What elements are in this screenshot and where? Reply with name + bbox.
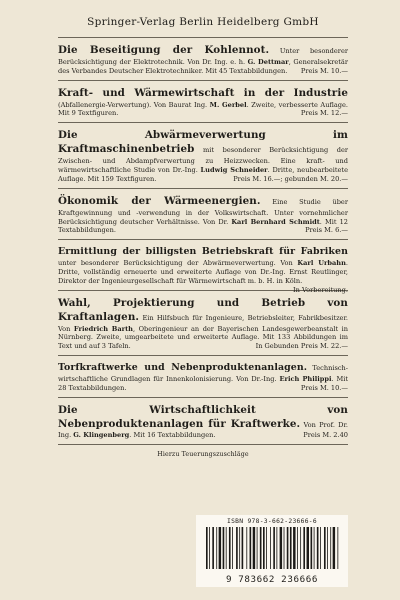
barcode-bar — [232, 527, 233, 569]
barcode-bar — [327, 527, 328, 569]
barcode-bar — [317, 527, 319, 569]
book-author: Ludwig Schneider — [200, 166, 268, 175]
barcode-panel — [196, 515, 348, 587]
surcharge-note: Hierzu Teuerungszuschläge — [157, 451, 249, 459]
barcode-bar — [253, 527, 255, 569]
entry-paragraph — [58, 362, 348, 392]
book-description: Technisch-wirtschaftliche Grundlagen für Innenkolonisierung. Von Dr.-Ing. — [58, 364, 348, 383]
barcode-bar — [290, 527, 292, 569]
book-price: In Vorbereitung. — [293, 285, 348, 294]
book-description-tail: , Oberingenieur an der Bayerischen Landesgewerbeanstalt in Nürnberg. Zweite, umgearbeitete und erweiterte Auflage. Mit 133 Abbildungen im Text und auf 3 Tafeln. — [58, 324, 348, 351]
entry-divider — [58, 397, 348, 398]
barcode-bar — [239, 527, 240, 569]
entry-paragraph — [58, 129, 348, 183]
barcode-bar — [260, 527, 262, 569]
book-description: Von Prof. Dr. Ing. — [58, 420, 348, 440]
book-price: In Gebunden Preis M. 22.— — [255, 342, 348, 351]
book-title: Ermittlung der billigsten Betriebskraft für Fabriken — [58, 246, 348, 258]
barcode-bar — [324, 527, 326, 569]
entry-divider — [58, 122, 348, 123]
book-description-tail: . Dritte, neubearbeitete Auflage. Mit 159 Textfiguren. — [58, 166, 348, 183]
book-author: Karl Bernhard Schmidt — [231, 217, 320, 226]
barcode-bar — [212, 527, 214, 569]
book-title: Die Abwärmeverwertung im Kraftmaschinenbetrieb — [58, 129, 348, 156]
book-author: Friedrich Barth — [73, 324, 133, 333]
barcode-bar — [250, 527, 252, 569]
barcode-bar — [276, 527, 277, 569]
book-description: unter besonderer Berücksichtigung der Abwärmeverwertung. Von — [58, 259, 293, 268]
entry-divider — [58, 239, 348, 240]
book-entry — [58, 44, 348, 76]
barcode-bar — [337, 527, 338, 569]
barcode-bar — [216, 527, 217, 569]
book-title: Ökonomik der Wärmeenergien. — [58, 194, 261, 207]
book-price: Preis M. 16.—; gebunden M. 20.— — [233, 174, 348, 183]
barcode-bar — [263, 527, 265, 569]
barcode-bar — [270, 527, 271, 569]
book-entry — [58, 362, 348, 392]
book-entry — [58, 129, 348, 183]
book-author: M. Gerbel — [209, 100, 247, 109]
book-title: Kraft- und Wärmewirtschaft in der Industrie — [58, 86, 348, 99]
barcode-bar — [246, 527, 247, 569]
barcode-bar — [314, 527, 315, 569]
book-entry — [58, 87, 348, 119]
barcode-bar — [229, 527, 231, 569]
barcode-bar — [333, 527, 335, 569]
book-price: Preis M. 10.— — [300, 66, 348, 75]
book-price: Preis M. 12.— — [300, 109, 348, 118]
book-price: Preis M. 2.40 — [303, 431, 348, 440]
book-description-tail: . Mit 12 Textabbildungen. — [58, 217, 348, 235]
barcode-bar — [236, 527, 238, 569]
publisher-line: Springer-Verlag Berlin Heidelberg GmbH — [87, 16, 319, 28]
barcode-bar — [284, 527, 285, 569]
barcode-bar — [209, 527, 210, 569]
book-description-tail: . Zweite, verbesserte Auflage. Mit 9 Textfiguren. — [58, 100, 348, 118]
isbn-label: ISBN 978-3-662-23666-6 — [226, 518, 317, 525]
book-price: Preis M. 6.— — [305, 226, 348, 235]
barcode-bar — [280, 527, 282, 569]
book-entry — [58, 246, 348, 294]
entry-divider — [58, 355, 348, 356]
barcode-bar — [242, 527, 244, 569]
barcode-bar — [287, 527, 289, 569]
entry-paragraph — [58, 195, 348, 236]
barcode-bar — [311, 527, 313, 569]
entry-divider — [58, 188, 348, 189]
book-author: G. Dettmar — [247, 57, 289, 66]
barcode-bar — [330, 527, 331, 569]
book-title: Wahl, Projektierung und Betrieb von Kraftanlagen. — [58, 296, 348, 323]
entry-paragraph — [58, 87, 348, 119]
barcode-bar — [273, 527, 275, 569]
back-cover-page — [58, 16, 348, 458]
book-title: Torfkraftwerke und Nebenproduktenanlagen. — [58, 362, 308, 374]
book-title: Die Beseitigung der Kohlennot. — [58, 44, 270, 56]
barcode-bar — [297, 527, 298, 569]
barcode-bar — [307, 527, 309, 569]
book-title: Die Wirtschaftlichkeit von Nebenproduktenanlagen für Kraftwerke. — [58, 403, 348, 430]
book-description: (Abfallenergie-Verwertung). Von Baurat Ing. — [58, 100, 208, 109]
book-description: Ein Hilfsbuch für Ingenieure, Betriebsleiter, Fabrikbesitzer. Von — [58, 313, 348, 333]
barcode-bar — [293, 527, 295, 569]
bottom-divider — [58, 444, 348, 445]
book-description-tail: , Generalsekretär des Verbandes Deutscher Elektrotechniker. Mit 45 Textabbildungen. — [58, 57, 348, 75]
barcode-digits: 9 783662 236666 — [226, 574, 318, 585]
barcode-bar — [320, 527, 321, 569]
barcode-bar — [257, 527, 258, 569]
entry-paragraph — [58, 44, 348, 76]
book-entry — [58, 195, 348, 236]
book-description: Unter besonderer Berücksichtigung der Elektrotechnik. Von Dr. Ing. e. h. — [58, 47, 348, 66]
book-description: mit besonderer Berücksichtigung der Zwischen- und Abdampfverwertung zu Heizzwecken. Eine kraft- und wärmewirtschaftliche Studie von Dr.-Ing. — [58, 146, 348, 175]
book-author: G. Klingenberg — [73, 431, 130, 440]
barcode-bar — [303, 527, 305, 569]
entry-paragraph — [58, 404, 348, 441]
entry-paragraph — [58, 297, 348, 351]
barcode-bar — [223, 527, 225, 569]
book-price: Preis M. 10.— — [300, 383, 348, 392]
book-author: Erich Philippi — [279, 374, 332, 383]
barcode-bar — [300, 527, 301, 569]
entry-divider — [58, 80, 348, 81]
barcode — [204, 527, 340, 575]
barcode-bar — [206, 527, 208, 569]
book-entry — [58, 297, 348, 351]
entry-paragraph — [58, 246, 348, 294]
barcode-bar — [219, 527, 221, 569]
top-divider — [58, 37, 348, 38]
book-entry — [58, 404, 348, 441]
barcode-bar — [226, 527, 227, 569]
book-description-tail: . Mit 16 Textabbildungen. — [129, 431, 216, 440]
book-description-tail: . Dritte, vollständig erneuerte und erweiterte Auflage von Dr.-Ing. Ernst Reutlinger, Direktor der Ingenieurgesellschaft für Wärmewirtschaft m. b. H. in Köln. — [58, 259, 348, 285]
barcode-bar — [266, 527, 267, 569]
book-description-tail: . Mit 28 Textabbildungen. — [58, 374, 348, 392]
book-description: Eine Studie über Kraftgewinnung und -verwendung in der Volkswirtschaft. Unter vornehmlicher Berücksichtigung deutscher Verhältnisse. Von Dr. — [58, 197, 348, 226]
book-author: Karl Urbahn — [297, 259, 346, 268]
